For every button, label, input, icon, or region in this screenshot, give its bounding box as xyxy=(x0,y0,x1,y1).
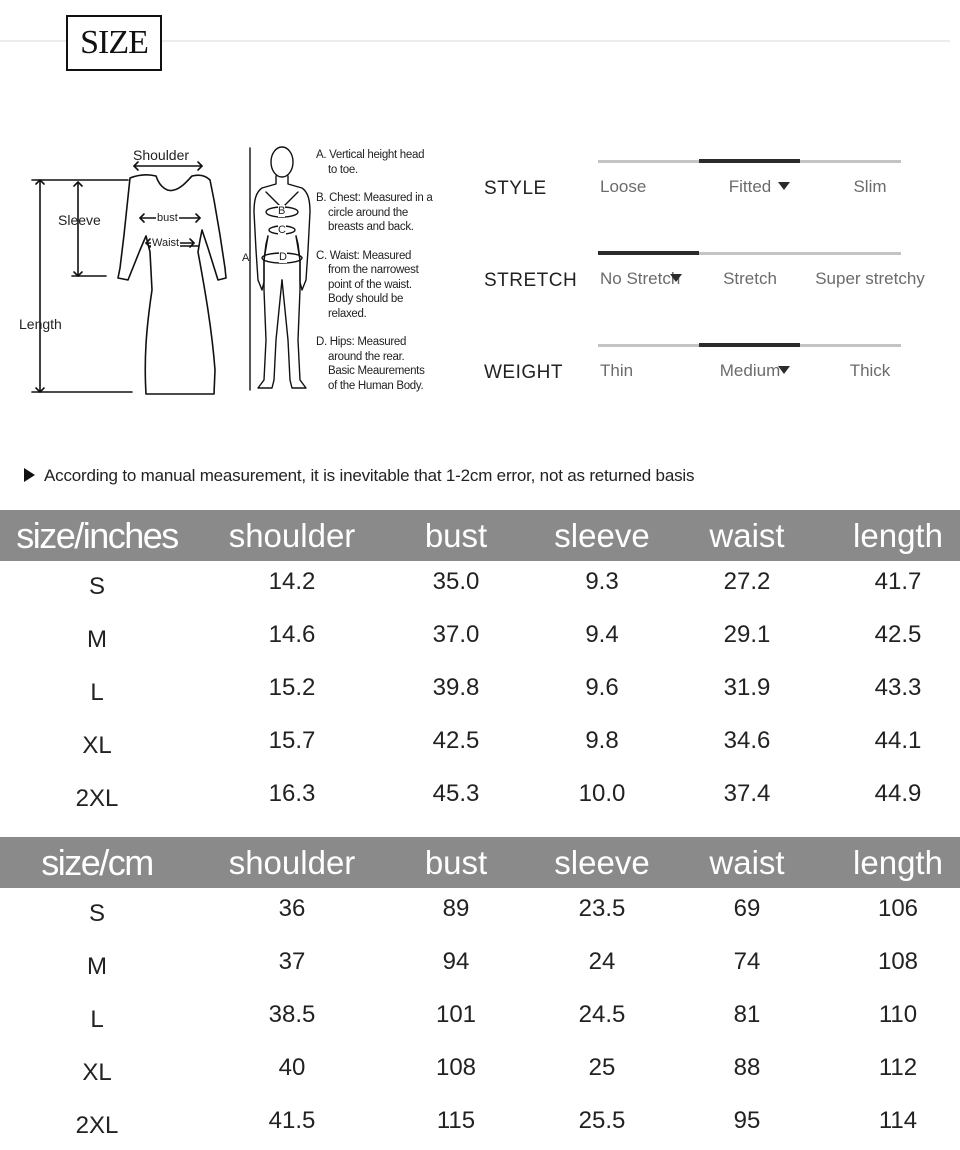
table-cell: 24.5 xyxy=(578,1001,626,1028)
table-cell: 23.5 xyxy=(578,895,626,922)
table-cell: 88 xyxy=(733,1054,761,1081)
scale-option: Thin xyxy=(600,361,634,380)
size-cell: M xyxy=(87,953,107,980)
scale-option: No Stretch xyxy=(600,269,681,288)
table-cell: 44.1 xyxy=(874,727,922,754)
scale-option: Medium xyxy=(719,361,781,380)
shoulder-label: Shoulder xyxy=(133,147,190,163)
table-cell: 15.2 xyxy=(268,674,316,701)
table-cell: 40 xyxy=(278,1054,306,1081)
disclaimer-text: According to manual measurement, it is inevitable that 1-2cm error, not as returned basis xyxy=(44,466,695,485)
note-item xyxy=(316,335,456,393)
table-cell: 114 xyxy=(878,1107,918,1134)
table-cell: 14.2 xyxy=(268,568,316,595)
table-cell: 115 xyxy=(436,1107,476,1134)
table-cell: 31.9 xyxy=(723,674,771,701)
note-line: circle around the xyxy=(328,206,408,219)
table-cell: 101 xyxy=(435,1001,477,1028)
note-item xyxy=(316,191,456,235)
table-cell: 44.9 xyxy=(874,780,922,807)
note-line: around the rear. xyxy=(328,350,405,363)
column-header: length xyxy=(853,844,943,881)
table-cell: 42.5 xyxy=(432,727,480,754)
size-cell: M xyxy=(87,626,107,653)
dress-diagram-icon xyxy=(10,140,250,410)
column-header: length xyxy=(853,517,943,554)
table-cell: 81 xyxy=(733,1001,761,1028)
note-line: of the Human Body. xyxy=(328,379,424,392)
table-cell: 94 xyxy=(442,948,470,975)
table-cell: 69 xyxy=(733,895,761,922)
table-cell: 34.6 xyxy=(723,727,771,754)
mark-b: B xyxy=(278,205,286,217)
selection-triangle-icon xyxy=(778,366,790,374)
size-cell: S xyxy=(88,573,106,600)
waist-label: Waist xyxy=(152,237,180,249)
column-header: shoulder xyxy=(228,844,356,881)
scale-option: Super stretchy xyxy=(815,269,925,288)
column-header: bust xyxy=(424,844,488,881)
disclaimer xyxy=(24,466,694,486)
table-cell: 9.6 xyxy=(585,674,619,701)
scale-selected-bar xyxy=(699,343,800,347)
scale-name-stretch: STRETCH xyxy=(484,270,578,291)
table-cell: 37.4 xyxy=(723,780,771,807)
column-header: sleeve xyxy=(554,517,650,554)
table-cell: 29.1 xyxy=(723,621,771,648)
body-figure-icon xyxy=(240,140,320,400)
size-cell: L xyxy=(90,679,104,706)
column-header: bust xyxy=(424,517,488,554)
table-cell: 25 xyxy=(588,1054,616,1081)
size-cell: S xyxy=(88,900,106,927)
table-cell: 110 xyxy=(878,1001,918,1028)
note-first-line: A. Vertical height head xyxy=(316,149,425,161)
size-cell: XL xyxy=(82,1059,112,1086)
scale-name-style: STYLE xyxy=(484,178,547,199)
mark-a: A xyxy=(242,252,250,264)
triangle-bullet-icon xyxy=(24,468,35,482)
length-label: Length xyxy=(19,316,62,332)
table-cell: 25.5 xyxy=(578,1107,626,1134)
table-cell: 36 xyxy=(278,895,306,922)
scale-name-weight: WEIGHT xyxy=(484,362,563,383)
table-cell: 24 xyxy=(588,948,616,975)
table-cell: 37 xyxy=(278,948,306,975)
table-cell: 9.8 xyxy=(585,727,619,754)
note-first-line: B. Chest: Measured in a xyxy=(316,192,433,204)
note-first-line: D. Hips: Measured xyxy=(316,336,407,348)
column-header: size/cm xyxy=(41,842,153,883)
note-item xyxy=(316,249,456,322)
note-line: Body should be xyxy=(328,293,404,305)
scale-option: Loose xyxy=(600,177,647,196)
table-header-row xyxy=(0,510,960,561)
table-header-row xyxy=(0,837,960,888)
table-cell: 108 xyxy=(877,948,919,975)
table-cell: 10.0 xyxy=(578,780,626,807)
size-title: SIZE xyxy=(66,15,162,71)
table-cell: 74 xyxy=(733,948,761,975)
column-header: size/inches xyxy=(16,515,178,556)
table-cell: 35.0 xyxy=(432,568,480,595)
table-cell: 14.6 xyxy=(268,621,316,648)
note-line: point of the waist. xyxy=(328,278,412,291)
table-cell: 45.3 xyxy=(432,780,480,807)
scale-option: Stretch xyxy=(723,269,777,288)
scale-selected-bar xyxy=(699,159,800,163)
note-item xyxy=(316,148,456,177)
table-cell: 27.2 xyxy=(723,568,771,595)
table-cell: 41.5 xyxy=(268,1107,316,1134)
note-first-line: C. Waist: Measured xyxy=(316,249,412,262)
bust-label: bust xyxy=(157,212,178,224)
column-header: shoulder xyxy=(228,517,356,554)
size-cell: L xyxy=(90,1006,104,1033)
size-cell: 2XL xyxy=(75,1112,119,1139)
column-header: sleeve xyxy=(554,844,650,881)
table-cell: 42.5 xyxy=(874,621,922,648)
selection-triangle-icon xyxy=(670,274,682,282)
table-cell: 9.4 xyxy=(585,621,619,648)
table-cell: 39.8 xyxy=(432,674,480,701)
table-cell: 15.7 xyxy=(268,727,316,754)
scale-option: Thick xyxy=(849,361,891,380)
selection-triangle-icon xyxy=(778,182,790,190)
table-cell: 41.7 xyxy=(874,568,922,595)
scale-option: Fitted xyxy=(728,177,772,196)
table-cell: 9.3 xyxy=(585,568,619,595)
note-line: breasts and back. xyxy=(328,221,414,233)
table-cell: 38.5 xyxy=(268,1001,316,1028)
size-cell: XL xyxy=(82,732,112,759)
measurement-notes xyxy=(316,148,456,407)
table-cell: 37.0 xyxy=(432,621,480,648)
column-header: waist xyxy=(709,844,785,881)
mark-d: D xyxy=(279,251,287,263)
mark-c: C xyxy=(278,224,286,236)
table-cell: 106 xyxy=(877,895,919,922)
table-cell: 112 xyxy=(878,1054,918,1081)
note-line: Basic Meaurements xyxy=(328,365,425,377)
scale-option: Slim xyxy=(853,177,887,196)
size-cell: 2XL xyxy=(75,785,119,812)
column-header: waist xyxy=(709,517,785,554)
table-cell: 108 xyxy=(435,1054,477,1081)
sleeve-label: Sleeve xyxy=(58,212,101,228)
note-line: to toe. xyxy=(328,163,358,176)
scale-selected-bar xyxy=(598,251,699,255)
table-cell: 16.3 xyxy=(268,780,316,807)
table-cell: 89 xyxy=(442,895,470,922)
note-line: from the narrowest xyxy=(328,264,419,276)
table-cell: 43.3 xyxy=(874,674,922,701)
note-line: relaxed. xyxy=(328,307,367,320)
table-cell: 95 xyxy=(733,1107,761,1134)
